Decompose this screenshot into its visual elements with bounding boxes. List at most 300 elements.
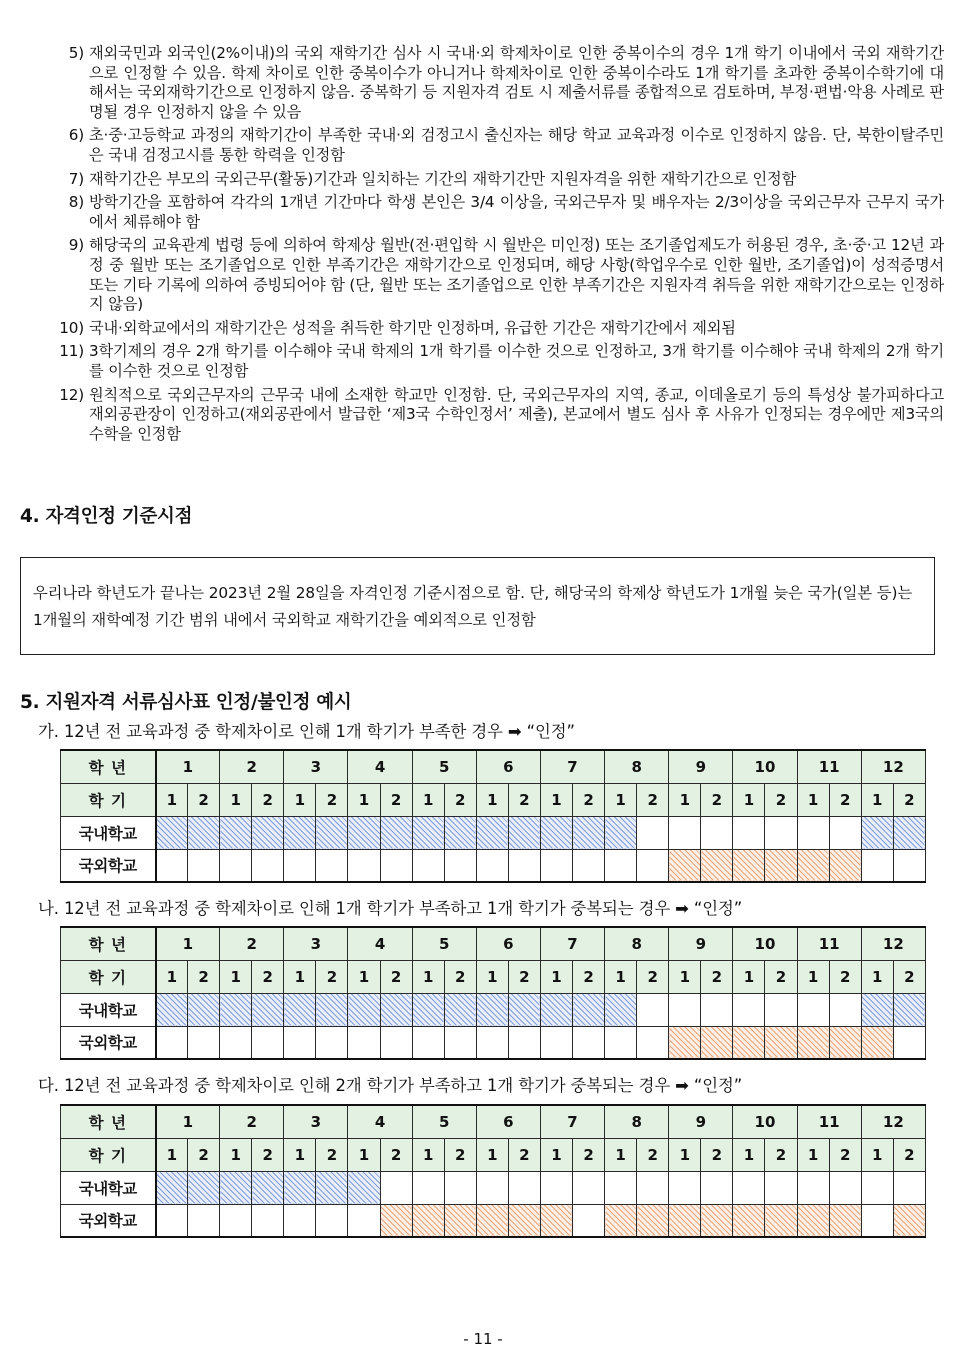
empty-cell [669, 993, 701, 1026]
empty-cell [188, 1204, 220, 1237]
semester-header-cell: 1 [284, 1138, 316, 1171]
semester-header-cell: 2 [380, 1138, 412, 1171]
domestic-attended-cell [284, 993, 316, 1026]
domestic-attended-cell [284, 816, 316, 849]
semester-header-cell: 1 [284, 783, 316, 816]
semester-header-cell: 2 [573, 960, 605, 993]
empty-cell [380, 1026, 412, 1059]
empty-cell [156, 849, 188, 882]
year-header-cell: 4 [348, 1105, 412, 1138]
domestic-attended-cell [380, 993, 412, 1026]
domestic-attended-cell [188, 993, 220, 1026]
domestic-attended-cell [573, 993, 605, 1026]
empty-cell [156, 1026, 188, 1059]
year-header-cell: 10 [733, 750, 797, 783]
foreign-attended-cell [605, 1204, 637, 1237]
row-label-semester: 학 기 [61, 783, 156, 816]
semester-header-cell: 1 [540, 1138, 572, 1171]
empty-cell [637, 1026, 669, 1059]
year-header-cell: 8 [605, 750, 669, 783]
year-header-cell: 10 [733, 927, 797, 960]
list-item-number: 12) [59, 385, 84, 404]
year-header-cell: 5 [412, 750, 476, 783]
empty-cell [348, 1026, 380, 1059]
list-item [48, 170, 944, 190]
year-header-cell: 3 [284, 750, 348, 783]
empty-cell [220, 1204, 252, 1237]
year-header-cell: 6 [476, 750, 540, 783]
list-item [48, 236, 944, 314]
semester-header-cell: 2 [252, 1138, 284, 1171]
year-header-cell: 2 [220, 1105, 284, 1138]
list-item [48, 193, 944, 232]
foreign-attended-cell [637, 1204, 669, 1237]
foreign-attended-cell [797, 1026, 829, 1059]
foreign-attended-cell [669, 849, 701, 882]
year-header-cell: 2 [220, 927, 284, 960]
semester-header-cell: 2 [508, 1138, 540, 1171]
empty-cell [605, 849, 637, 882]
foreign-attended-cell [669, 1204, 701, 1237]
foreign-attended-cell [733, 849, 765, 882]
foreign-attended-cell [733, 1026, 765, 1059]
foreign-attended-cell [861, 1026, 893, 1059]
semester-header-cell: 2 [188, 1138, 220, 1171]
empty-cell [444, 1171, 476, 1204]
year-header-cell: 11 [797, 750, 861, 783]
empty-cell [220, 849, 252, 882]
foreign-attended-cell [765, 1204, 797, 1237]
empty-cell [284, 849, 316, 882]
list-item-number: 10) [59, 318, 84, 337]
year-header-cell: 1 [156, 750, 220, 783]
semester-header-cell: 1 [348, 960, 380, 993]
list-item [48, 44, 944, 122]
semester-header-cell: 2 [380, 960, 412, 993]
empty-cell [829, 816, 861, 849]
year-header-cell: 9 [669, 927, 733, 960]
semester-header-cell: 2 [316, 960, 348, 993]
semester-header-cell: 1 [540, 783, 572, 816]
semester-header-cell: 1 [605, 783, 637, 816]
empty-cell [316, 849, 348, 882]
empty-cell [252, 849, 284, 882]
foreign-attended-cell [412, 1204, 444, 1237]
empty-cell [733, 993, 765, 1026]
domestic-attended-cell [861, 816, 893, 849]
year-header-cell: 9 [669, 1105, 733, 1138]
semester-header-cell: 2 [188, 960, 220, 993]
semester-header-cell: 1 [348, 783, 380, 816]
empty-cell [540, 1171, 572, 1204]
list-item-text: 방학기간을 포함하여 각각의 1개년 기간마다 학생 본인은 3/4 이상을, 국외근무자 및 배우자는 2/3이상을 국외근무자 근무지 국가에서 체류해야 함 [89, 193, 944, 231]
foreign-attended-cell [893, 1204, 925, 1237]
semester-header-cell: 2 [508, 783, 540, 816]
semester-header-cell: 2 [252, 783, 284, 816]
list-item-text: 초·중·고등학교 과정의 재학기간이 부족한 국내·외 검정고시 출신자는 해당 학교 교육과정 이수로 인정하지 않음. 단, 북한이탈주민은 국내 검정고시를 통한 학력을 인정함 [89, 126, 944, 164]
empty-cell [573, 1204, 605, 1237]
foreign-attended-cell [701, 1204, 733, 1237]
domestic-attended-cell [348, 1171, 380, 1204]
table-row [61, 849, 926, 882]
foreign-attended-cell [701, 849, 733, 882]
semester-header-cell: 2 [188, 783, 220, 816]
table-row [61, 750, 926, 783]
empty-cell [284, 1204, 316, 1237]
row-label-foreign: 국외학교 [61, 849, 156, 882]
empty-cell [284, 1026, 316, 1059]
year-header-cell: 6 [476, 927, 540, 960]
year-header-cell: 3 [284, 927, 348, 960]
domestic-attended-cell [540, 993, 572, 1026]
table-row [61, 1171, 926, 1204]
empty-cell [893, 1026, 925, 1059]
empty-cell [605, 1026, 637, 1059]
empty-cell [797, 1171, 829, 1204]
semester-header-cell: 2 [573, 1138, 605, 1171]
semester-header-cell: 1 [605, 1138, 637, 1171]
domestic-attended-cell [156, 1171, 188, 1204]
foreign-attended-cell [444, 1204, 476, 1237]
empty-cell [540, 849, 572, 882]
empty-cell [637, 849, 669, 882]
semester-header-cell: 1 [476, 1138, 508, 1171]
empty-cell [380, 849, 412, 882]
list-item-number: 6) [68, 126, 84, 145]
list-item-text: 해당국의 교육관계 법령 등에 의하여 학제상 월반(전·편입학 시 월반은 미인정) 또는 조기졸업제도가 허용된 경우, 초·중·고 12년 과정 중 월반 또는 조기졸업으로 인한 부족기간은 재학기간으로 인정되며, 해당 사항(학업우수로 인한 월반, 조기졸업)이 성적증명서 또는 기타 기록에 의하여 증빙되어야 함 (단, 월반 또는 조기졸업으로 인한 부족기간은 지원자격 취득을 위한 재학기간으로는 인정하지 않음) [89, 236, 944, 314]
list-item [48, 342, 944, 381]
example-a-table [60, 749, 926, 883]
semester-header-cell: 2 [508, 960, 540, 993]
empty-cell [701, 993, 733, 1026]
year-header-cell: 1 [156, 927, 220, 960]
year-header-cell: 2 [220, 750, 284, 783]
domestic-attended-cell [252, 816, 284, 849]
list-item-number: 11) [59, 342, 84, 361]
semester-header-cell: 2 [637, 960, 669, 993]
section-4-title: 4. 자격인정 기준시점 [20, 506, 193, 527]
list-item [48, 126, 944, 165]
semester-header-cell: 1 [476, 960, 508, 993]
table-row [61, 1138, 926, 1171]
year-header-cell: 6 [476, 1105, 540, 1138]
semester-header-cell: 1 [220, 1138, 252, 1171]
list-item-text: 원칙적으로 국외근무자의 근무국 내에 소재한 학교만 인정함. 단, 국외근무자의 지역, 종교, 이데올로기 등의 특성상 불가피하다고 재외공관장이 인정하고(재외공관에서 발급한 ‘제3국 수학인정서’ 제출), 본교에서 별도 심사 후 사유가 인정되는 경우에만 제3국의 수학을 인정함 [89, 385, 944, 443]
domestic-attended-cell [605, 816, 637, 849]
empty-cell [252, 1026, 284, 1059]
table-row [61, 993, 926, 1026]
row-label-domestic: 국내학교 [61, 993, 156, 1026]
empty-cell [797, 816, 829, 849]
row-label-foreign: 국외학교 [61, 1204, 156, 1237]
year-header-cell: 12 [861, 927, 925, 960]
semester-header-cell: 1 [220, 783, 252, 816]
example-b-table [60, 926, 926, 1060]
row-label-semester: 학 기 [61, 1138, 156, 1171]
semester-header-cell: 2 [893, 960, 925, 993]
year-header-cell: 3 [284, 1105, 348, 1138]
domestic-attended-cell [348, 993, 380, 1026]
semester-header-cell: 1 [669, 783, 701, 816]
domestic-attended-cell [252, 1171, 284, 1204]
domestic-attended-cell [893, 993, 925, 1026]
foreign-attended-cell [765, 849, 797, 882]
empty-cell [380, 1171, 412, 1204]
semester-header-cell: 2 [637, 783, 669, 816]
empty-cell [573, 1171, 605, 1204]
year-header-cell: 7 [540, 1105, 604, 1138]
domestic-attended-cell [444, 993, 476, 1026]
year-header-cell: 5 [412, 1105, 476, 1138]
domestic-attended-cell [476, 816, 508, 849]
empty-cell [733, 816, 765, 849]
empty-cell [861, 849, 893, 882]
list-item-number: 8) [68, 193, 84, 212]
semester-header-cell: 2 [444, 783, 476, 816]
domestic-attended-cell [540, 816, 572, 849]
semester-header-cell: 1 [861, 1138, 893, 1171]
domestic-attended-cell [893, 816, 925, 849]
empty-cell [733, 1171, 765, 1204]
numbered-items-list [48, 44, 944, 448]
empty-cell [637, 816, 669, 849]
domestic-attended-cell [284, 1171, 316, 1204]
empty-cell [188, 849, 220, 882]
empty-cell [540, 1026, 572, 1059]
empty-cell [252, 1204, 284, 1237]
semester-header-cell: 2 [765, 783, 797, 816]
semester-header-cell: 1 [861, 960, 893, 993]
domestic-attended-cell [444, 816, 476, 849]
empty-cell [701, 816, 733, 849]
table-row [61, 1026, 926, 1059]
empty-cell [829, 993, 861, 1026]
domestic-attended-cell [605, 993, 637, 1026]
foreign-attended-cell [765, 1026, 797, 1059]
table-row [61, 927, 926, 960]
foreign-attended-cell [829, 1026, 861, 1059]
year-header-cell: 1 [156, 1105, 220, 1138]
empty-cell [220, 1026, 252, 1059]
domestic-attended-cell [380, 816, 412, 849]
semester-header-cell: 1 [797, 960, 829, 993]
domestic-attended-cell [252, 993, 284, 1026]
example-b-title: 나. 12년 전 교육과정 중 학제차이로 인해 1개 학기가 부족하고 1개 학기가 중복되는 경우 ➡ “인정” [38, 899, 743, 918]
semester-header-cell: 1 [412, 960, 444, 993]
list-item-number: 9) [68, 236, 84, 255]
table-row [61, 816, 926, 849]
table-row [61, 783, 926, 816]
list-item-text: 재외국민과 외국인(2%이내)의 국외 재학기간 심사 시 국내·외 학제차이로 인한 중복이수의 경우 1개 학기 이내에서 국외 재학기간으로 인정할 수 있음. 학제 차이로 인한 중복이수가 아니거나 학제차이로 인한 중복이수라도 1개 학기를 초과한 중복이수학기에 대해서는 국외재학기간으로 인정하지 않음. 중복학기 등 지원자격 검토 시 제출서류를 종합적으로 검토하며, 부정·편법·악용 사례로 판명될 경우 인정하지 않을 수 있음 [89, 44, 944, 121]
empty-cell [637, 993, 669, 1026]
empty-cell [444, 1026, 476, 1059]
semester-header-cell: 1 [605, 960, 637, 993]
foreign-attended-cell [797, 849, 829, 882]
semester-header-cell: 2 [252, 960, 284, 993]
row-label-year: 학 년 [61, 1105, 156, 1138]
semester-header-cell: 1 [412, 1138, 444, 1171]
table-row [61, 1105, 926, 1138]
empty-cell [669, 816, 701, 849]
foreign-attended-cell [669, 1026, 701, 1059]
empty-cell [637, 1171, 669, 1204]
year-header-cell: 7 [540, 927, 604, 960]
list-item-text: 3학기제의 경우 2개 학기를 이수해야 국내 학제의 1개 학기를 이수한 것으로 인정하고, 3개 학기를 이수해야 국내 학제의 2개 학기를 이수한 것으로 인정함 [89, 342, 944, 380]
domestic-attended-cell [156, 993, 188, 1026]
semester-header-cell: 2 [893, 1138, 925, 1171]
empty-cell [797, 993, 829, 1026]
empty-cell [605, 1171, 637, 1204]
semester-header-cell: 1 [412, 783, 444, 816]
semester-header-cell: 1 [861, 783, 893, 816]
empty-cell [412, 849, 444, 882]
domestic-attended-cell [316, 993, 348, 1026]
table-row [61, 1204, 926, 1237]
domestic-attended-cell [156, 816, 188, 849]
year-header-cell: 12 [861, 750, 925, 783]
semester-header-cell: 1 [348, 1138, 380, 1171]
semester-header-cell: 2 [444, 1138, 476, 1171]
domestic-attended-cell [348, 816, 380, 849]
empty-cell [412, 1171, 444, 1204]
example-c-table [60, 1104, 926, 1238]
semester-header-cell: 2 [573, 783, 605, 816]
empty-cell [573, 1026, 605, 1059]
foreign-attended-cell [829, 849, 861, 882]
semester-header-cell: 2 [829, 1138, 861, 1171]
empty-cell [861, 1204, 893, 1237]
semester-header-cell: 1 [156, 960, 188, 993]
empty-cell [476, 1171, 508, 1204]
semester-header-cell: 2 [316, 1138, 348, 1171]
section-4-box: 우리나라 학년도가 끝나는 2023년 2월 28일을 자격인정 기준시점으로 함. 단, 해당국의 학제상 학년도가 1개월 늦은 국가(일본 등)는 1개월의 재학예정 기간 범위 내에서 국외학교 재학기간을 예외적으로 인정함 [20, 557, 935, 655]
domestic-attended-cell [412, 993, 444, 1026]
semester-header-cell: 1 [733, 960, 765, 993]
semester-header-cell: 1 [797, 1138, 829, 1171]
semester-header-cell: 1 [733, 1138, 765, 1171]
semester-header-cell: 2 [893, 783, 925, 816]
year-header-cell: 8 [605, 1105, 669, 1138]
domestic-attended-cell [220, 1171, 252, 1204]
semester-header-cell: 1 [284, 960, 316, 993]
empty-cell [669, 1171, 701, 1204]
empty-cell [476, 849, 508, 882]
year-header-cell: 4 [348, 927, 412, 960]
domestic-attended-cell [861, 993, 893, 1026]
foreign-attended-cell [508, 1204, 540, 1237]
foreign-attended-cell [733, 1204, 765, 1237]
semester-header-cell: 1 [476, 783, 508, 816]
semester-header-cell: 2 [765, 960, 797, 993]
domestic-attended-cell [220, 816, 252, 849]
year-header-cell: 11 [797, 927, 861, 960]
empty-cell [893, 1171, 925, 1204]
empty-cell [765, 993, 797, 1026]
year-header-cell: 4 [348, 750, 412, 783]
empty-cell [508, 1171, 540, 1204]
row-label-foreign: 국외학교 [61, 1026, 156, 1059]
empty-cell [893, 849, 925, 882]
empty-cell [348, 1204, 380, 1237]
year-header-cell: 8 [605, 927, 669, 960]
semester-header-cell: 2 [637, 1138, 669, 1171]
semester-header-cell: 1 [220, 960, 252, 993]
empty-cell [701, 1171, 733, 1204]
semester-header-cell: 1 [669, 1138, 701, 1171]
list-item-text: 국내·외학교에서의 재학기간은 성적을 취득한 학기만 인정하며, 유급한 기간은 재학기간에서 제외됨 [89, 318, 736, 337]
domestic-attended-cell [508, 993, 540, 1026]
empty-cell [765, 816, 797, 849]
semester-header-cell: 2 [765, 1138, 797, 1171]
row-label-year: 학 년 [61, 750, 156, 783]
page-number: - 11 - [463, 1330, 503, 1348]
empty-cell [316, 1026, 348, 1059]
list-item-number: 5) [68, 44, 84, 62]
example-a-title: 가. 12년 전 교육과정 중 학제차이로 인해 1개 학기가 부족한 경우 ➡ “인정” [38, 722, 575, 741]
year-header-cell: 11 [797, 1105, 861, 1138]
empty-cell [829, 1171, 861, 1204]
domestic-attended-cell [573, 816, 605, 849]
empty-cell [573, 849, 605, 882]
empty-cell [765, 1171, 797, 1204]
domestic-attended-cell [412, 816, 444, 849]
empty-cell [348, 849, 380, 882]
list-item-text: 재학기간은 부모의 국외근무(활동)기간과 일치하는 기간의 재학기간만 지원자격을 위한 재학기간으로 인정함 [89, 169, 797, 188]
year-header-cell: 7 [540, 750, 604, 783]
semester-header-cell: 2 [829, 960, 861, 993]
foreign-attended-cell [476, 1204, 508, 1237]
empty-cell [316, 1204, 348, 1237]
empty-cell [508, 849, 540, 882]
row-label-domestic: 국내학교 [61, 1171, 156, 1204]
domestic-attended-cell [316, 816, 348, 849]
empty-cell [476, 1026, 508, 1059]
semester-header-cell: 1 [669, 960, 701, 993]
domestic-attended-cell [220, 993, 252, 1026]
domestic-attended-cell [476, 993, 508, 1026]
year-header-cell: 10 [733, 1105, 797, 1138]
domestic-attended-cell [188, 816, 220, 849]
empty-cell [861, 1171, 893, 1204]
empty-cell [444, 849, 476, 882]
row-label-year: 학 년 [61, 927, 156, 960]
year-header-cell: 9 [669, 750, 733, 783]
foreign-attended-cell [701, 1026, 733, 1059]
semester-header-cell: 1 [156, 1138, 188, 1171]
foreign-attended-cell [540, 1204, 572, 1237]
empty-cell [508, 1026, 540, 1059]
semester-header-cell: 2 [380, 783, 412, 816]
semester-header-cell: 2 [829, 783, 861, 816]
semester-header-cell: 1 [733, 783, 765, 816]
domestic-attended-cell [316, 1171, 348, 1204]
list-item-number: 7) [68, 169, 84, 188]
list-item [48, 319, 944, 339]
year-header-cell: 12 [861, 1105, 925, 1138]
empty-cell [156, 1204, 188, 1237]
foreign-attended-cell [829, 1204, 861, 1237]
year-header-cell: 5 [412, 927, 476, 960]
semester-header-cell: 2 [316, 783, 348, 816]
list-item [48, 386, 944, 445]
empty-cell [412, 1026, 444, 1059]
section-5-title: 5. 지원자격 서류심사표 인정/불인정 예시 [20, 692, 352, 713]
empty-cell [188, 1026, 220, 1059]
row-label-semester: 학 기 [61, 960, 156, 993]
semester-header-cell: 2 [701, 960, 733, 993]
example-c-title: 다. 12년 전 교육과정 중 학제차이로 인해 2개 학기가 부족하고 1개 학기가 중복되는 경우 ➡ “인정” [38, 1076, 743, 1095]
semester-header-cell: 1 [156, 783, 188, 816]
